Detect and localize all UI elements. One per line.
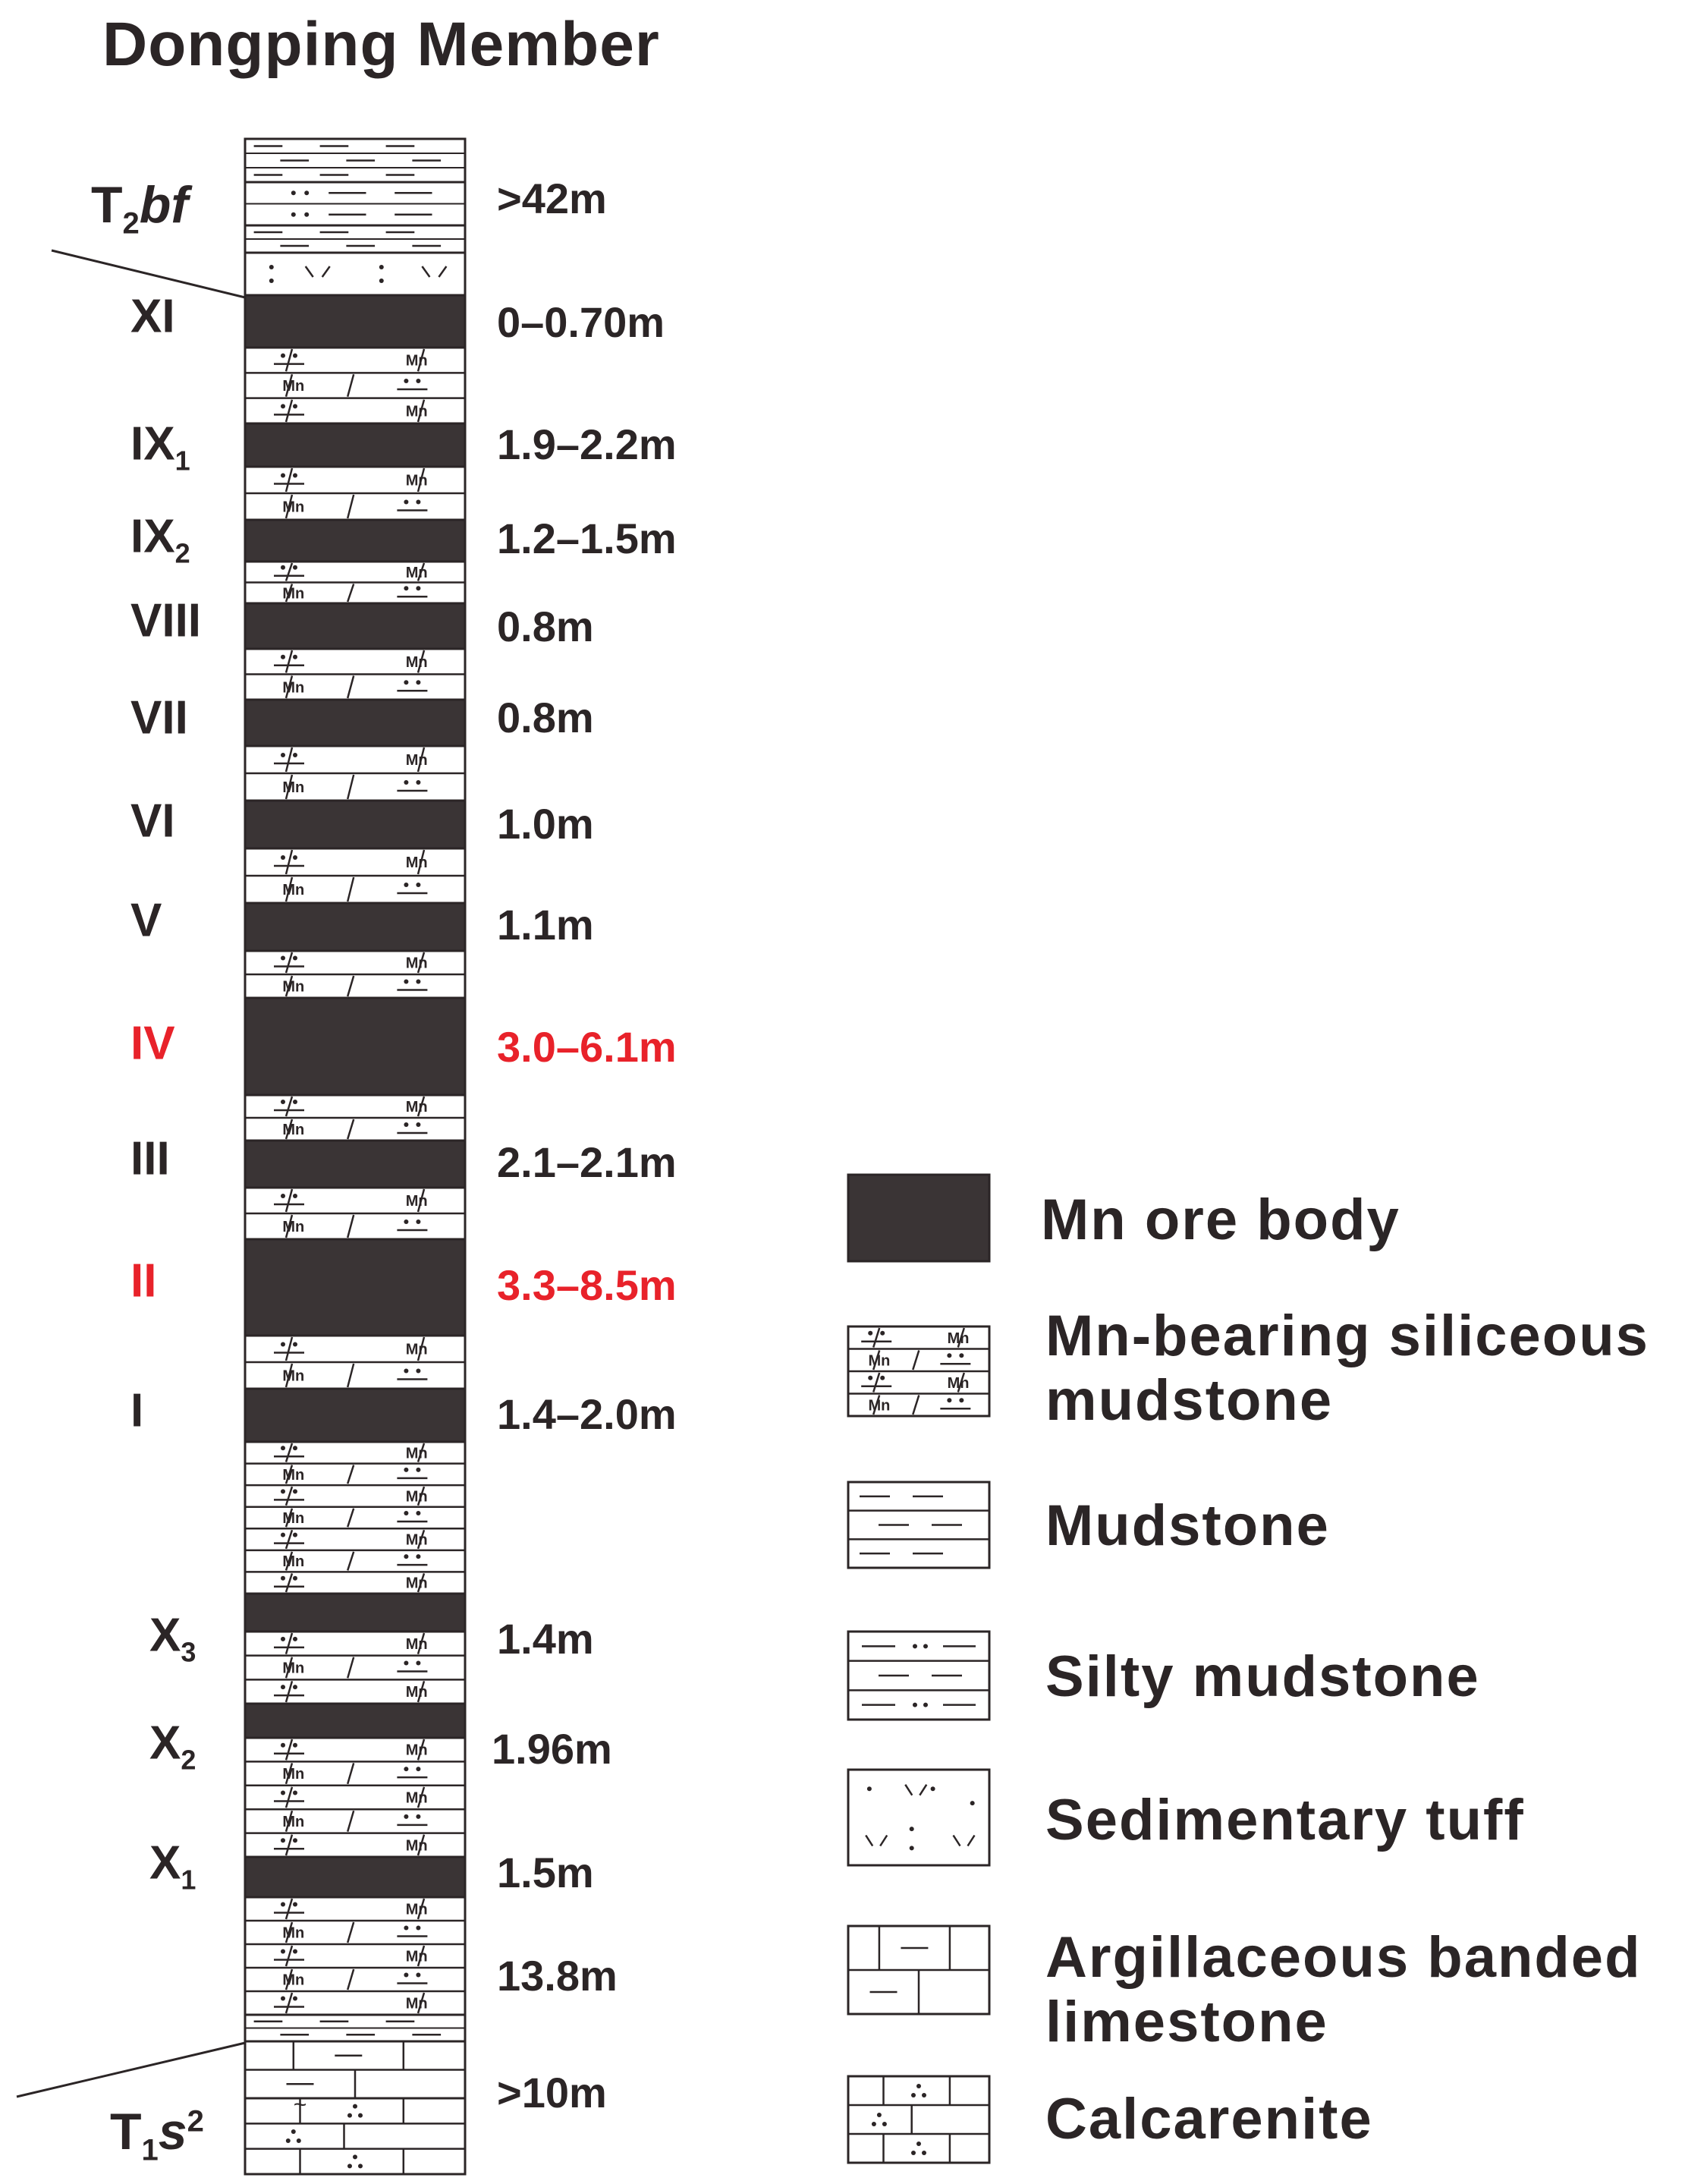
ore-thickness-II: 3.3–8.5m [497,1261,677,1309]
ore-fill [245,1857,465,1897]
ore-id: VII [130,691,188,744]
tilde-symbol: ~ [293,2092,307,2117]
ore-id-subscript: 3 [181,1636,196,1668]
ore-id-subscript: 2 [174,537,190,569]
rock-layer-mud [245,139,465,182]
ore-label-XI [130,290,175,348]
layer-outline [245,1632,465,1704]
mn-symbol: Mn [405,1742,428,1759]
column-layers [245,139,465,2174]
swatch-outline [848,1632,989,1720]
ore-id: X [149,1717,181,1770]
upper-formation-subscript: 2 [122,206,140,241]
upper-formation-italic: bf [139,176,188,234]
mn-symbol: Mn [282,978,305,996]
mn-symbol: Mn [282,1766,305,1783]
mn-ore-layer [245,1141,465,1188]
mn-ore-layer [245,1857,465,1897]
ore-label-IV [130,1017,175,1075]
ore-label-VIII [130,594,202,652]
rock-layer-mnsil [245,1336,465,1389]
rock-layer-mnsil [245,1738,465,1857]
legend-label-silty-mudstone: Silty mudstone [1045,1644,1480,1709]
rock-layer-mnsil [245,1897,465,2015]
rock-layer-mud [245,2015,465,2041]
ore-thickness-IX2: 1.2–1.5m [497,515,677,562]
ore-thickness-V: 1.1m [497,901,594,949]
legend-swatch-mud [848,1482,989,1568]
mn-symbol: Mn [282,679,305,697]
lower-formation-superscript: 2 [187,2104,204,2138]
mn-ore-layer [245,1239,465,1336]
rock-layer-mnsil [245,1095,465,1141]
ore-label-V [130,894,162,952]
mn-symbol: Mn [282,1813,305,1830]
ore-thickness-XI: 0–0.70m [497,298,665,346]
ore-label-X1 [149,1836,196,1896]
mn-symbol: Mn [405,1575,428,1592]
swatch-outline [848,2076,989,2163]
rock-layer-limecalc [245,2092,465,2174]
mn-symbol: Mn [947,1330,970,1347]
rock-layer-tuff [245,253,465,295]
mn-symbol: Mn [405,955,428,972]
mn-symbol: Mn [405,1684,428,1701]
ore-fill [245,603,465,649]
ore-id: VIII [130,594,202,647]
ore-id-subscript: 1 [181,1864,196,1896]
ore-id: IX [130,510,175,563]
mn-symbol: Mn [282,1660,305,1677]
rock-layer-mnsil [245,1442,465,1594]
mn-symbol: Mn [282,585,305,603]
ore-label-IX2 [130,510,190,569]
ore-fill [245,700,465,746]
ore-id: I [130,1384,144,1437]
mn-symbol: Mn [868,1397,891,1415]
rock-layer-mnsil [245,951,465,998]
mn-symbol: Mn [282,1466,305,1484]
rock-layer-mnsil [245,649,465,700]
layer-outline [245,348,465,423]
legend-label-limestone: Argillaceous banded limestone [1045,1925,1642,2055]
lower-formation-italic: s [158,2103,187,2160]
ore-id: X [149,1609,181,1662]
ore-thickness-I: 1.4–2.0m [497,1390,677,1438]
ore-fill [245,1141,465,1188]
ore-id: VI [130,795,175,848]
legend-swatch-calc [848,2076,989,2163]
ore-fill [245,1704,465,1738]
ore-thickness-VI: 1.0m [497,800,594,848]
mn-symbol: Mn [282,1367,305,1385]
swatch-outline [848,1770,989,1865]
mn-symbol: Mn [405,1789,428,1807]
rock-layer-mnsil [245,348,465,423]
bottom-formation-boundary-line [17,2043,245,2097]
mn-symbol: Mn [282,378,305,395]
mn-symbol: Mn [282,1553,305,1571]
legend-label-tuff: Sedimentary tuff [1045,1788,1525,1852]
legend-swatch-tuff [848,1770,989,1865]
layer-outline [245,1897,465,2015]
mn-symbol: Mn [405,653,428,671]
ore-id: V [130,894,162,947]
mn-ore-layer [245,423,465,467]
lower-formation-base: T [110,2103,142,2160]
upper-formation-label [91,176,188,241]
mn-ore-layer [245,603,465,649]
mn-ore-layer [245,1704,465,1738]
mn-symbol: Mn [405,1635,428,1653]
layer-outline [245,253,465,295]
ore-fill [245,1389,465,1442]
ore-thickness-IX1: 1.9–2.2m [497,420,677,468]
ore-id-subscript: 2 [181,1744,196,1776]
ore-fill [245,1594,465,1632]
rock-layer-silty [245,182,465,225]
mn-symbol: Mn [405,1099,428,1116]
mn-ore-layer [245,295,465,348]
mn-symbol: Mn [405,352,428,370]
lower-formation-label [110,2103,204,2167]
rock-layer-mnsil [245,746,465,801]
legend-label-ore: Mn ore body [1041,1188,1400,1252]
rock-layer-lime [245,2041,465,2098]
mn-symbol: Mn [282,1972,305,1989]
rock-layer-mnsil [245,1188,465,1239]
legend-label-mn-siliceous: Mn-bearing siliceous mudstone [1045,1304,1649,1433]
swatch-fill [848,1175,989,1261]
ore-fill [245,903,465,951]
ore-label-II [130,1254,157,1312]
legend-swatch-lime [848,1926,989,2014]
ore-thickness-X2: 1.96m [492,1725,612,1773]
mn-symbol: Mn [868,1352,891,1370]
mn-symbol: Mn [405,564,428,581]
mn-symbol: Mn [282,882,305,898]
mn-ore-layer [245,801,465,848]
ore-fill [245,295,465,348]
mn-symbol: Mn [405,752,428,769]
mn-symbol: Mn [405,1341,428,1358]
ore-fill [245,520,465,562]
rock-layer-mud [245,225,465,253]
rock-layer-mnsil [245,562,465,603]
layer-outline [245,2098,465,2174]
legend-boxes [848,1175,989,2163]
ore-id-subscript: 1 [174,445,190,477]
rock-layer-mnsil [245,1632,465,1704]
mn-ore-layer [245,1389,465,1442]
mn-ore-layer [245,520,465,562]
ore-thickness-X1: 1.5m [497,1849,594,1896]
mn-symbol: Mn [405,1445,428,1462]
mn-ore-layer [245,903,465,951]
mn-symbol: Mn [405,403,428,420]
ore-fill [245,1239,465,1336]
mn-symbol: Mn [405,1948,428,1965]
mn-symbol: Mn [405,1995,428,2012]
ore-label-X2 [149,1717,196,1776]
mn-symbol: Mn [947,1374,970,1392]
ore-id: II [130,1254,157,1308]
ore-label-I [130,1384,144,1442]
mn-symbol: Mn [282,1122,305,1138]
top-mudstone-thickness: >42m [497,175,607,222]
mn-symbol: Mn [405,1531,428,1549]
legend-label-mudstone: Mudstone [1045,1493,1330,1558]
ore-label-VII [130,691,188,749]
ore-thickness-X3: 1.4m [497,1615,594,1663]
mn-symbol: Mn [405,1488,428,1506]
ore-label-X3 [149,1609,196,1668]
mn-symbol: Mn [282,1219,305,1235]
limestone-thickness: >10m [497,2069,607,2116]
upper-formation-base: T [91,176,123,234]
mn-symbol: Mn [405,854,428,871]
swatch-outline [848,1482,989,1568]
ore-id: IV [130,1017,175,1070]
ore-fill [245,801,465,848]
mn-ore-layer [245,998,465,1095]
ore-fill [245,423,465,467]
ore-thickness-VIII: 0.8m [497,603,594,650]
mn-symbol: Mn [405,472,428,489]
layer-outline [245,1738,465,1857]
rock-layer-mnsil [245,467,465,520]
legend-label-calcarenite: Calcarenite [1045,2087,1373,2151]
ore-fill [245,998,465,1095]
layer-outline [245,1442,465,1594]
lower-formation-subscript: 1 [141,2133,159,2167]
diagram-title: Dongping Member [102,10,660,79]
mn-symbol: Mn [405,1837,428,1855]
ore-thickness-III: 2.1–2.1m [497,1138,677,1186]
ore-id: IX [130,417,175,470]
ore-label-III [130,1132,170,1190]
mn-ore-layer [245,1594,465,1632]
mn-symbol: Mn [405,1901,428,1918]
mn-symbol: Mn [282,499,305,516]
ore-id: III [130,1132,170,1185]
legend-swatch-ore [848,1175,989,1261]
mn-symbol: Mn [282,1510,305,1527]
ore-thickness-VII: 0.8m [497,694,594,741]
mn-symbol: Mn [282,1924,305,1942]
ore-id: X [149,1836,181,1890]
mn-symbol: Mn [405,1193,428,1210]
ore-label-VI [130,795,175,852]
mn-symbol: Mn [282,779,305,796]
legend-swatch-silty [848,1632,989,1720]
legend-swatch-mnsil [848,1326,989,1416]
mn-ore-layer [245,700,465,746]
ore-thickness-IV: 3.0–6.1m [497,1023,677,1071]
basal-siliceous-thickness: 13.8m [497,1952,618,2000]
rock-layer-mnsil [245,848,465,903]
ore-label-IX1 [130,417,190,477]
ore-id: XI [130,290,175,343]
